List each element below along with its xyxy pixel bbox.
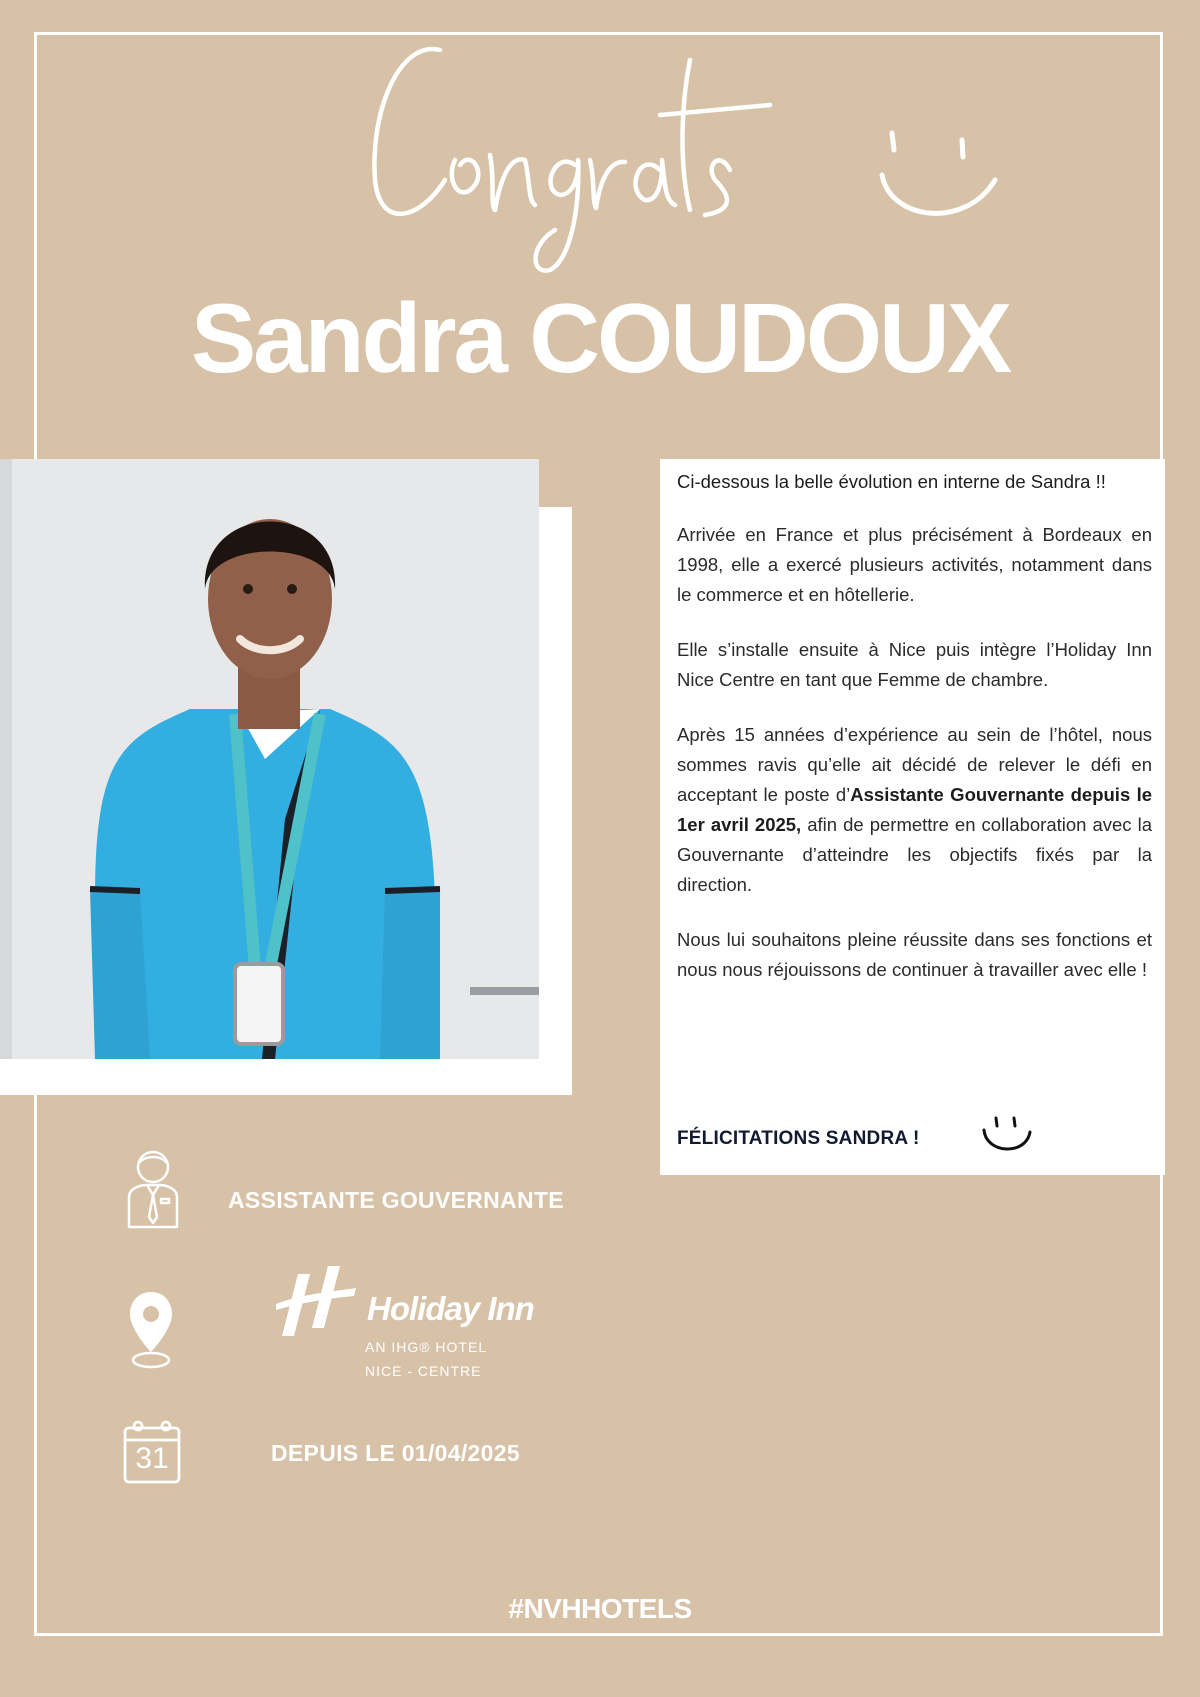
article-paragraph-1: Arrivée en France et plus précisément à Bordeaux en 1998, elle a exercé plusieurs activités, notamment dans le commerce et en hôtellerie.	[677, 524, 1152, 605]
closing-congratulations: FÉLICITATIONS SANDRA !	[677, 1128, 920, 1149]
holiday-inn-logo	[272, 1262, 552, 1387]
holiday-inn-wordmark: Holiday Inn	[367, 1290, 534, 1327]
article-paragraph-3-end: afin de permettre en collaboration avec la Gouvernante d’atteindre les objectifs fixés par la direction.	[677, 814, 1152, 895]
smiley-icon	[870, 125, 1000, 235]
start-date-label: DEPUIS LE 01/04/2025	[271, 1440, 520, 1466]
calendar-icon	[122, 1418, 182, 1484]
article-paragraph-3	[677, 720, 1152, 900]
article-text-box	[660, 459, 1165, 1175]
location-pin-icon	[128, 1290, 174, 1370]
small-smiley-icon	[978, 1110, 1034, 1156]
article-paragraph-4: Nous lui souhaitons pleine réussite dans ses fonctions et nous nous réjouissons de continuer à travailler avec elle !	[677, 929, 1152, 980]
holiday-inn-h-mark-icon	[276, 1266, 356, 1338]
article-paragraph-3-highlight: Assistante Gouvernante depuis le 1er avril 2025,	[677, 784, 1152, 835]
article-paragraph-2: Elle s’installe ensuite à Nice puis intègre l’Holiday Inn Nice Centre en tant que Femme de chambre.	[677, 639, 1152, 690]
calendar-day-number: 31	[135, 1442, 169, 1475]
position-label: ASSISTANTE GOUVERNANTE	[228, 1187, 564, 1213]
article-intro: Ci-dessous la belle évolution en interne de Sandra !!	[677, 471, 1106, 492]
employee-name: Sandra COUDOUX	[190, 283, 1010, 393]
footer-hashtag: #NVHHOTELS	[508, 1593, 692, 1624]
employee-icon	[125, 1147, 181, 1229]
ihg-subline: AN IHG® HOTEL	[365, 1339, 488, 1355]
article-paragraph-3-start: Après 15 années d’expérience au sein de l’hôtel, nous sommes ravis qu’elle ait décidé de relever le défi en acceptant le poste d’	[677, 724, 1152, 805]
hotel-location: NICE - CENTRE	[365, 1363, 482, 1379]
employee-photo	[0, 459, 539, 1059]
congrats-script-heading	[360, 30, 860, 280]
